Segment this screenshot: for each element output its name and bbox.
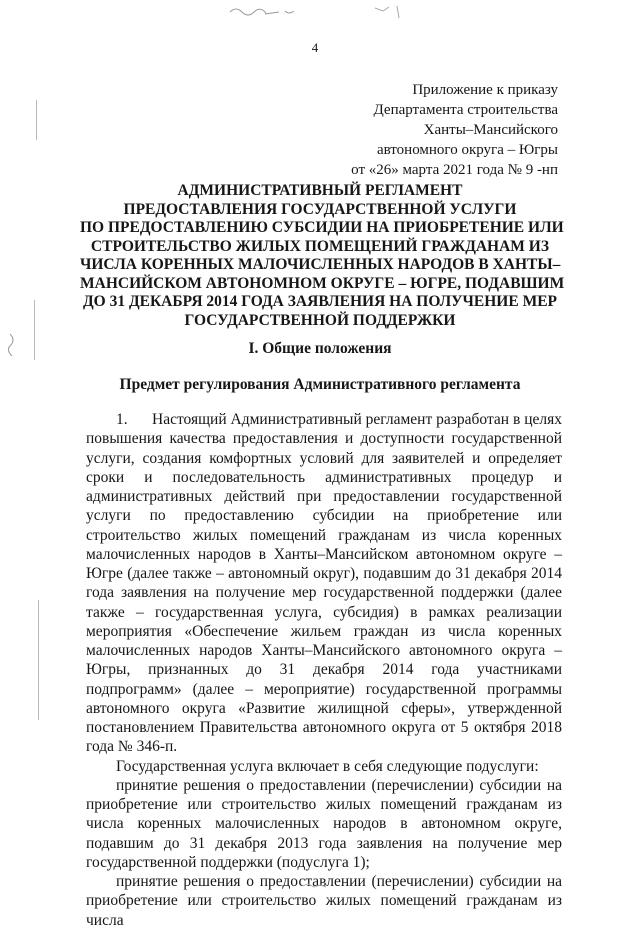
scan-margin-line [34, 300, 35, 360]
section-heading: I. Общие положения [248, 340, 392, 357]
scan-artifact-top [225, 2, 425, 24]
appendix-reference [330, 80, 558, 180]
paragraph-3: принятие решения о предоставлении (перечислении) субсидии на приобретение или строительство жилых помещений гражданам из числа коренных малочисленных народов в автономном округе, подавшим до 31 декабря 2013 года заявления на получение мер государственной поддержки (подуслуга 1); [86, 776, 562, 871]
title-line: ПРЕДОСТАВЛЕНИЯ ГОСУДАРСТВЕННОЙ УСЛУГИ [123, 200, 517, 218]
title-line: ГОСУДАРСТВЕННОЙ ПОДДЕРЖКИ [184, 311, 456, 329]
paragraph-text: Настоящий Административный регламент разработан в целях повышения качества предоставления и доступности государственной услуги, создания комфортных условий для заявителей и определяет сроки и последовательность административных процедур и административных действий при предоставлении государственной услуги по предоставлению субсидии на приобретение или строительство жилых помещений гражданам из числа коренных малочисленных народов в Ханты–Мансийском автономном округе – Югре (далее также – автономный округ), подавшим до 31 декабря 2014 года заявления на получение мер государственной поддержки (далее также – государственная услуга, субсидия) в рамках реализации мероприятия «Обеспечение жильем граждан из числа коренных малочисленных народов Ханты–Мансийского автономного округа – Югры, признанных до 31 декабря 2014 года участниками подпрограмм» (далее – мероприятие) государственной программы автономного округа «Развитие жилищной сферы», утвержденной постановлением Правительства автономного округа от 5 октября 2018 года № 346-п. [86, 411, 562, 756]
document-title [80, 182, 565, 330]
paragraph-number: 1. [116, 411, 128, 428]
appendix-line: автономного округа – Югры [376, 142, 558, 158]
title-line: АДМИНИСТРАТИВНЫЙ РЕГЛАМЕНТ [177, 182, 463, 199]
document-body [86, 410, 562, 930]
appendix-line: Департамента строительства [373, 102, 558, 118]
appendix-line: от «26» марта 2021 года № 9 -нп [351, 162, 558, 178]
appendix-line: Ханты–Мансийского [423, 122, 558, 138]
paragraph-2: Государственная услуга включает в себя следующие подуслуги: [116, 757, 539, 775]
scan-artifact-bottom [300, 880, 340, 892]
subsection-heading: Предмет регулирования Административного регламента [119, 376, 521, 393]
title-line: ДО 31 ДЕКАБРЯ 2014 ГОДА ЗАЯВЛЕНИЯ НА ПОЛУЧЕНИЕ МЕР [82, 293, 558, 310]
scan-margin-line [38, 600, 39, 720]
title-line: МАНСИЙСКОМ АВТОНОМНОМ ОКРУГЕ – ЮГРЕ, ПОДАВШИМ [80, 274, 565, 292]
scan-artifact-left [2, 330, 22, 360]
page-number: 4 [311, 40, 319, 55]
title-line: СТРОИТЕЛЬСТВО ЖИЛЫХ ПОМЕЩЕНИЙ ГРАЖДАНАМ ИЗ [90, 237, 550, 255]
title-line: ЧИСЛА КОРЕННЫХ МАЛОЧИСЛЕННЫХ НАРОДОВ В ХАНТЫ– [80, 256, 561, 273]
scan-margin-line [36, 100, 37, 140]
paragraph-4: принятие решения о предоставлении (перечислении) субсидии на приобретение или строительство жилых помещений гражданам из числа [86, 873, 562, 929]
appendix-line: Приложение к приказу [412, 82, 558, 98]
title-line: ПО ПРЕДОСТАВЛЕНИЮ СУБСИДИИ НА ПРИОБРЕТЕНИЕ ИЛИ [80, 219, 564, 236]
paragraph-1 [86, 410, 562, 757]
